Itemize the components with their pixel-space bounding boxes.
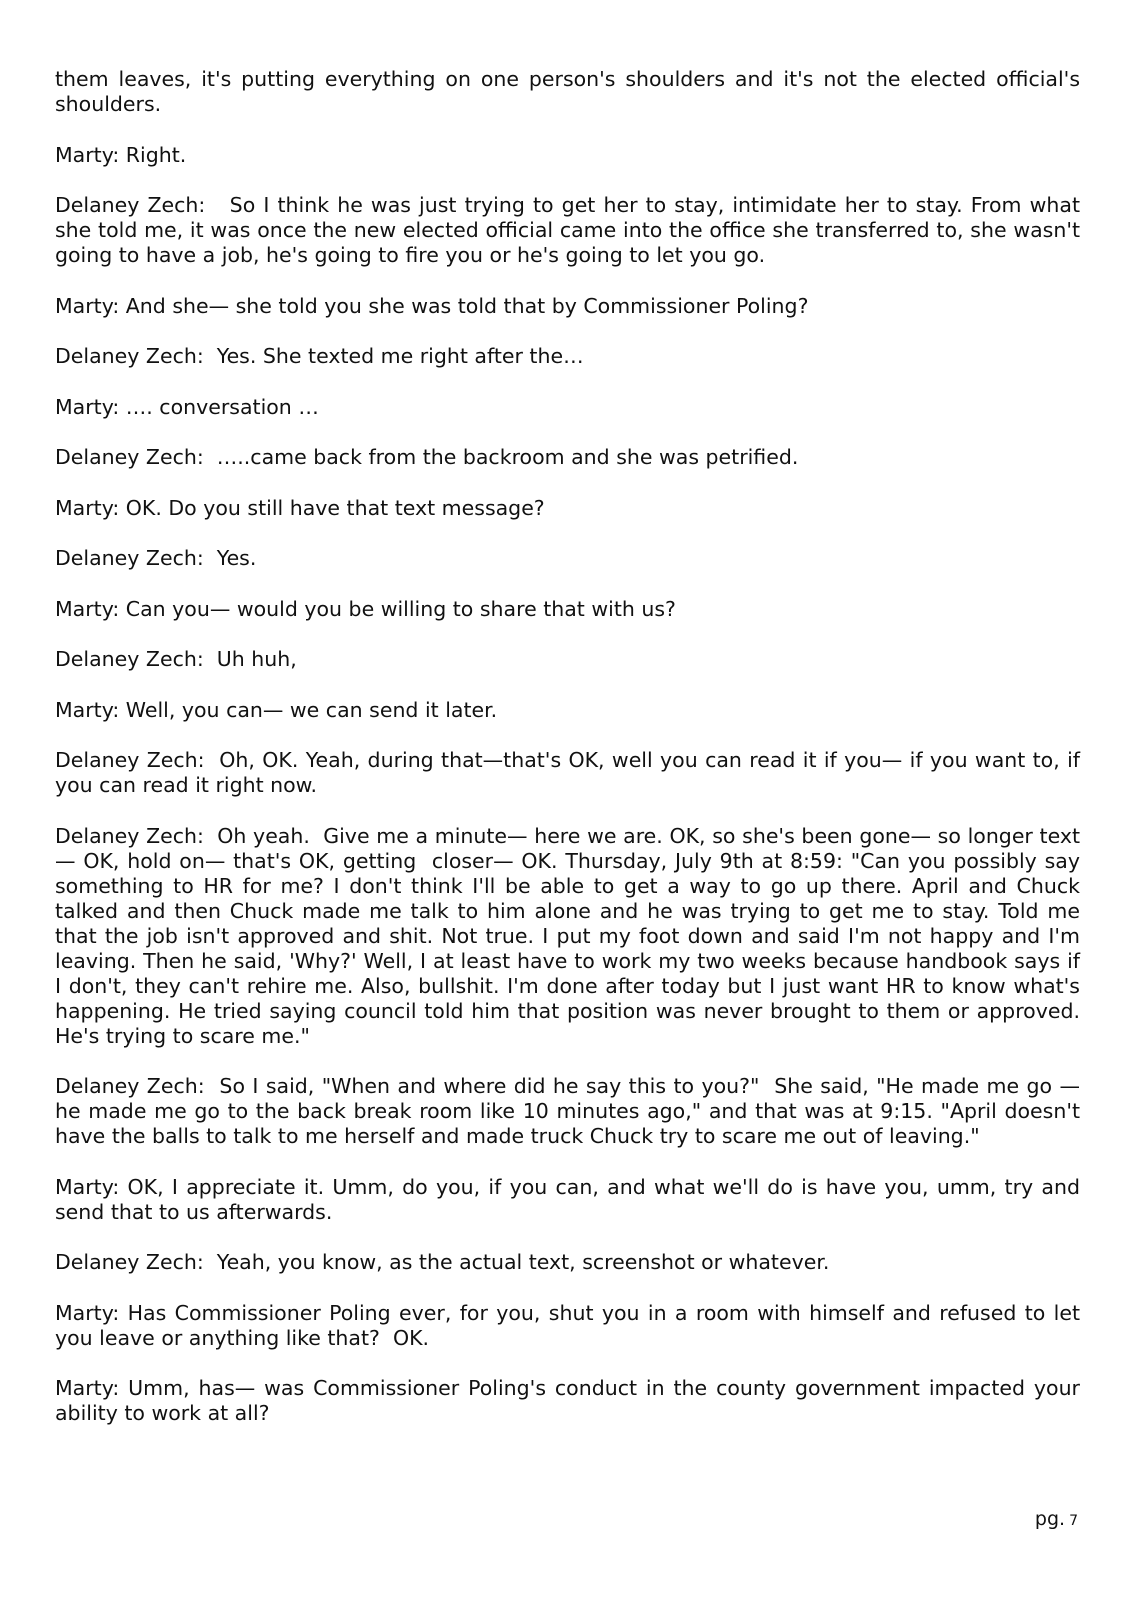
transcript-paragraph: Marty: Umm, has— was Commissioner Poling's conduct in the county government impacted your ability to work at all? xyxy=(55,1376,1087,1425)
transcript-paragraph: Marty: Has Commissioner Poling ever, for you, shut you in a room with himself and refused to let you leave or anything like that? OK. xyxy=(55,1300,1087,1350)
transcript-paragraph: Delaney Zech: So I think he was just trying to get her to stay, intimidate her to stay. From what she told me, it was once the new elected official came into the office she transferred to, she wasn't going to have a job, he's going to fire you or he's going to let you go. xyxy=(55,193,1087,267)
page-label: pg. xyxy=(1034,1508,1066,1530)
transcript-paragraph: them leaves, it's putting everything on one person's shoulders and it's not the elected official's shoulders. xyxy=(55,67,1087,116)
transcript-paragraph: Marty: Well, you can— we can send it later. xyxy=(55,697,498,722)
transcript-paragraph: Delaney Zech: So I said, "When and where did he say this to you?" She said, "He made me go — he made me go to the back break room like 10 minutes ago," and that was at 9:15. "April doesn't have the balls to talk to me herself and made truck Chuck try to scare me out of leaving." xyxy=(55,1074,1087,1148)
transcript-paragraph: Delaney Zech: Yes. xyxy=(55,546,257,570)
transcript-paragraph: Marty: Right. xyxy=(55,142,187,167)
transcript-paragraph: Marty: Can you— would you be willing to share that with us? xyxy=(55,596,676,621)
transcript-paragraph: Marty: …. conversation … xyxy=(55,394,319,419)
transcript-paragraph: Delaney Zech: Uh huh, xyxy=(55,647,297,671)
page-footer xyxy=(1035,1508,1078,1530)
transcript-paragraph: Delaney Zech: Oh yeah. Give me a minute— here we are. OK, so she's been gone— so longer text— OK, hold on— that's OK, getting closer— OK. Thursday, July 9th at 8:59: "Can you possibly say something to HR for me? I don't think I'll be able to get a way to go up there. April and Chuck talked and then Chuck made me talk to him alone and he was trying to get me to stay. Told me that the job isn't approved and shit. Not true. I put my foot down and said I'm not happy and I'm leaving. Then he said, 'Why?' Well, I at least have to work my two weeks because handbook says if I don't, they can't rehire me. Also, bullshit. I'm done after today but I just want HR to know what's happening. He tried saying council told him that position was never brought to them or approved. He's trying to scare me." xyxy=(55,823,1087,1048)
transcript-body xyxy=(55,67,1087,1452)
transcript-paragraph: Marty: OK, I appreciate it. Umm, do you, if you can, and what we'll do is have you, umm, try and send that to us afterwards. xyxy=(55,1174,1087,1224)
page-number: 7 xyxy=(1069,1513,1078,1529)
transcript-paragraph: Delaney Zech: Yeah, you know, as the actual text, screenshot or whatever. xyxy=(55,1250,830,1274)
transcript-paragraph: Delaney Zech: Oh, OK. Yeah, during that—that's OK, well you can read it if you— if you want to, if you can read it right now. xyxy=(55,748,1087,797)
transcript-paragraph: Marty: OK. Do you still have that text message? xyxy=(55,495,545,520)
transcript-paragraph: Delaney Zech: …..came back from the backroom and she was petrified. xyxy=(55,445,799,469)
transcript-paragraph: Marty: And she— she told you she was told that by Commissioner Poling? xyxy=(55,293,809,318)
transcript-paragraph: Delaney Zech: Yes. She texted me right after the… xyxy=(55,344,584,368)
